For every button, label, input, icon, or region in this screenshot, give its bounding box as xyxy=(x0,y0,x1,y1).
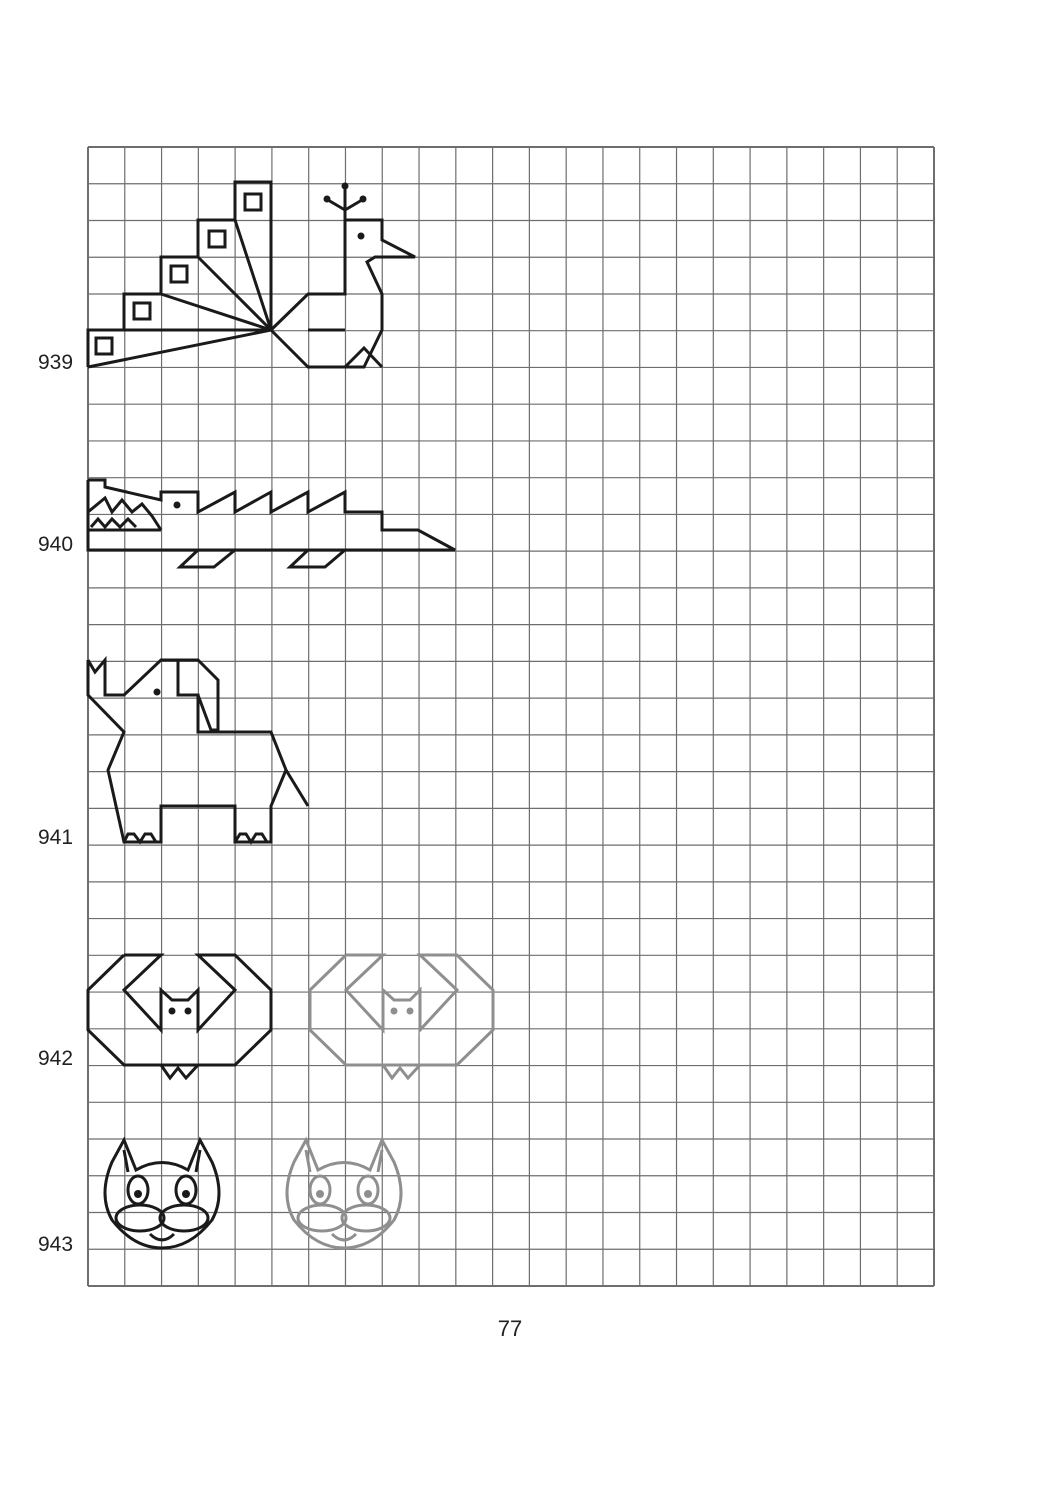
task-number-941: 941 xyxy=(38,826,74,849)
peacock-drawing xyxy=(88,182,415,367)
task-number-940: 940 xyxy=(38,533,74,556)
bat-drawing-copy xyxy=(310,955,493,1078)
task-number-939: 939 xyxy=(38,351,74,374)
bat-drawing xyxy=(88,955,271,1078)
page-number: 77 xyxy=(497,1316,523,1341)
task-number-942: 942 xyxy=(38,1047,74,1070)
elephant-drawing xyxy=(88,660,308,842)
crocodile-drawing xyxy=(88,480,455,567)
cat-face-drawing xyxy=(105,1140,219,1248)
task-number-943: 943 xyxy=(38,1233,74,1256)
cat-face-drawing-copy xyxy=(287,1140,401,1248)
